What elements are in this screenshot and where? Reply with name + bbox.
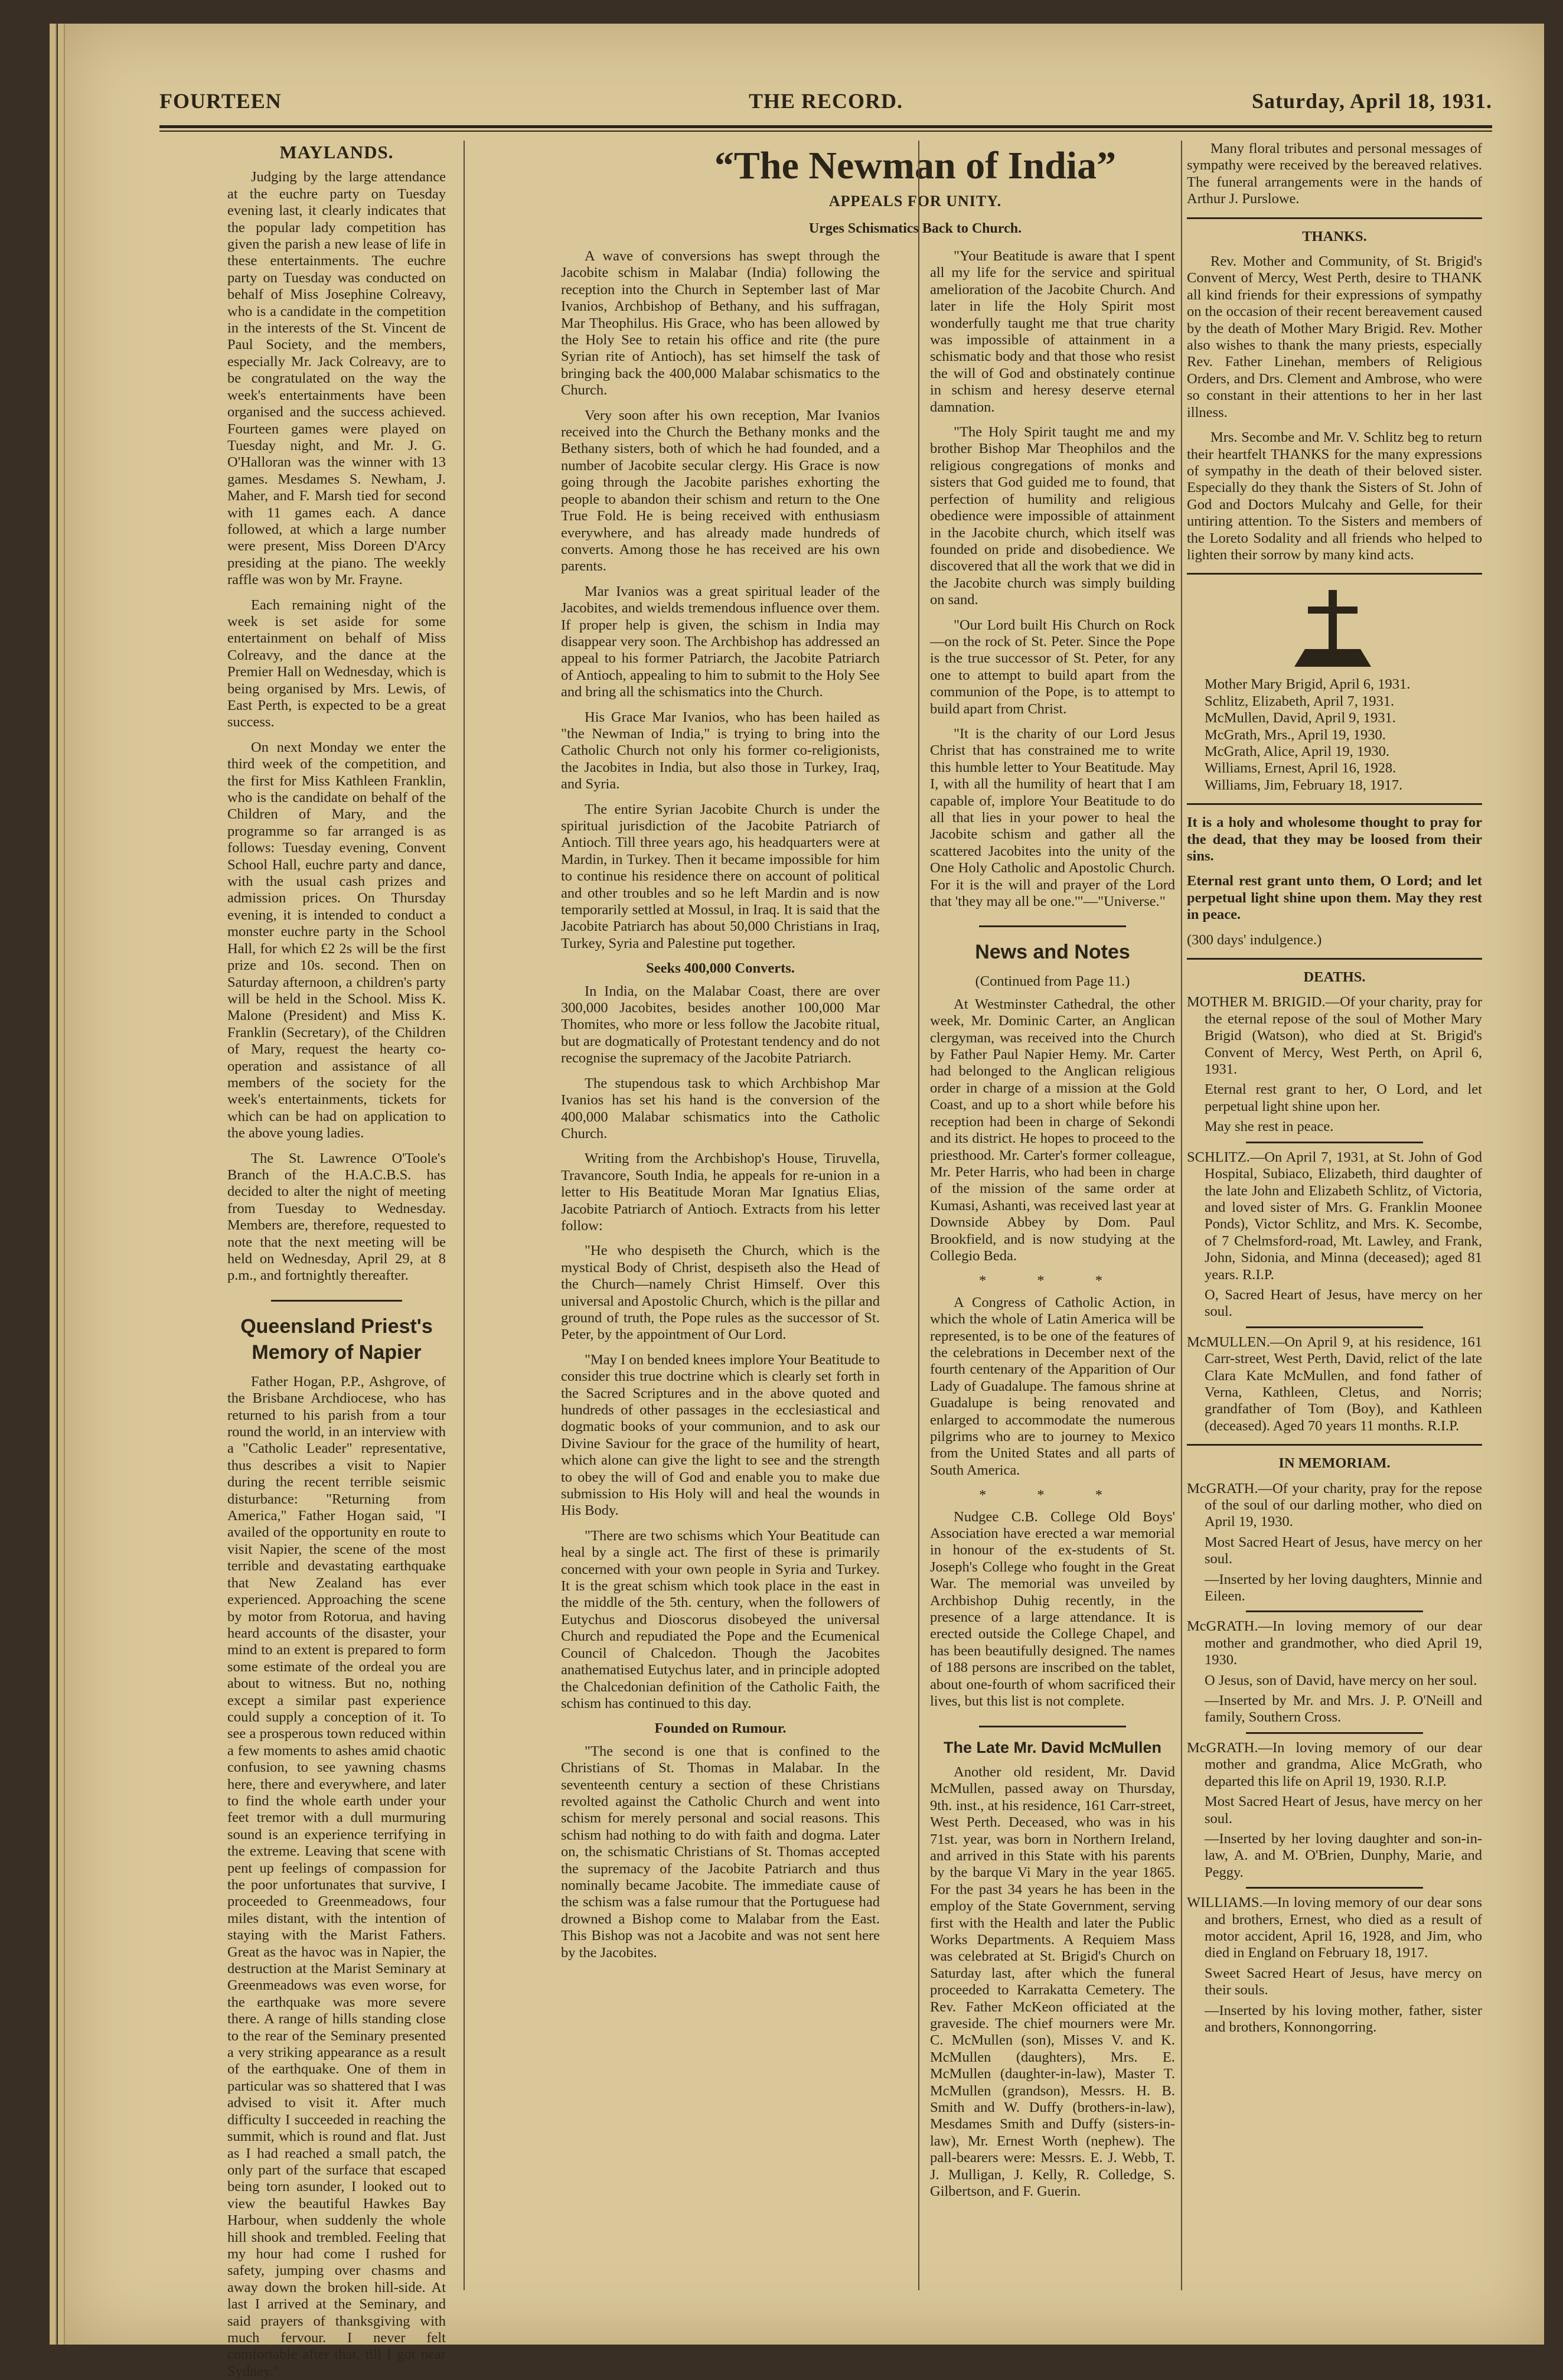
column-rule [464,141,465,2290]
mcmullen-paragraph: Another old resident, Mr. David McMullen, passed away on Thursday, 9th. inst., at his residence, 161 Carr-street, West Perth. Deceased, who was in his 71st. year, was born in Northern Ireland, and arrived in this State with his parents by the barque Vi Mary in the year 1865. For the past 34 years he has been in the employ of the State Government, serving first with the Health and later the Public Works Departments. A Requiem Mass was celebrated at St. Brigid's Church on Saturday last, after which the funeral proceeded to Karrakatta Cemetery. The Rev. Father McKeon officiated at the graveside. The chief mourners were Mr. C. McMullen (son), Misses V. and K. McMullen (daughters), Mrs. E. McMullen (daughter-in-law), Master T. McMullen (grandson), Messrs. H. B. Smith and W. Duffy (brothers-in-law), Mesdames Smith and Duffy (sisters-in-law), Mr. Ernest Worth (nephew). The pall-bearers were: Messrs. E. J. Webb, T. J. Mulligan, J. Kelly, R. Colledge, S. Gilbertson, and F. Guerin. [930,1763,1175,2200]
page-edge [50,24,57,2345]
memorial-roll [1187,676,1482,794]
founded-subhead: Founded on Rumour. [654,1720,787,1737]
notice-lead: McGRATH.—In loving memory of our dear mother and grandmother, who died April 19, 1930. [1187,1618,1482,1668]
seeks-subhead: Seeks 400,000 Converts. [646,960,795,977]
column-rule [918,141,919,2290]
death-notice [1187,1149,1482,1321]
newman-paragraph: In India, on the Malabar Coast, there are over 300,000 Jacobites, besides another 100,000 Mar Thomites, who more or less follow the Jacobite ritual, but are dogmatically of Protestant tendency and do not recognise the supremacy of the Jacobite Patriarch. [561,983,880,1067]
mcmullen-article [930,1764,1175,2200]
notice-line: Most Sacred Heart of Jesus, have mercy on her soul. [1205,1794,1482,1827]
prayer-text: Eternal rest grant unto them, O Lord; and let perpetual light shine upon them. May they rest in peace. [1187,873,1482,923]
running-head [159,89,1492,124]
divider [1187,217,1482,219]
notice-line: O, Sacred Heart of Jesus, have mercy on her soul. [1205,1286,1482,1320]
prayer-text: It is a holy and wholesome thought to pray for the dead, that they may be loosed from their sins. [1187,814,1482,864]
notice-line: Sweet Sacred Heart of Jesus, have mercy on their souls. [1205,1965,1482,1998]
maylands-paragraph: The St. Lawrence O'Toole's Branch of the H.A.C.B.S. has decided to alter the night of meeting from Tuesday to Wednesday. Members are, therefore, requested to note that the next meeting will be held on Wednesday, April 29, at 8 p.m., and fortnightly thereafter. [227,1150,446,1284]
newman-tagline: Urges Schismatics Back to Church. [808,221,1022,236]
publication-title: THE RECORD. [748,89,903,113]
notice-line: —Inserted by Mr. and Mrs. J. P. O'Neill and family, Southern Cross. [1205,1693,1482,1726]
newman-article-part [561,248,880,952]
memoriam-notice [1187,1481,1482,1605]
notice-lead: McGRATH.—In loving memory of our dear mother and grandma, Alice McGrath, who departed this life on April 19, 1930. R.I.P. [1187,1739,1482,1789]
memorial-roll-entry: McGrath, Alice, April 19, 1930. [1205,743,1390,759]
memoriam-notice [1187,1618,1482,1726]
column-rule [1181,141,1182,2290]
cross-icon [1187,584,1482,673]
thanks-paragraph: Rev. Mother and Community, of St. Brigid's Convent of Mercy, West Perth, desire to THANK all kind friends for their expressions of sympathy on the occasion of their recent bereavement caused by the death of Mother Mary Brigid. Rev. Mother also wishes to thank the many priests, especially Rev. Father Linehan, members of Religious Orders, and Drs. Clement and Ambrose, who were so constant in their attentions to her in her last illness. [1187,253,1482,420]
notice-line: —Inserted by her loving daughter and son-in-law, A. and M. O'Brien, Dunphy, Marie, and Peggy. [1205,1830,1482,1880]
newman-paragraph: The stupendous task to which Archbishop Mar Ivanios has set his hand is the conversion of the 400,000 Malabar schismatics into the Catholic Church. [561,1075,880,1142]
page-label: FOURTEEN [159,89,282,113]
thanks-heading: THANKS. [1302,228,1367,244]
notice-lead: McGRATH.—Of your charity, pray for the repose of the soul of our darling mother, who died on April 19, 1930. [1187,1480,1482,1530]
divider [271,1300,402,1302]
notice-lead: WILLIAMS.—In loving memory of our dear sons and brothers, Ernest, who died as a result of motor accident, April 16, 1928, and Jim, who died in England on February 18, 1917. [1187,1895,1482,1961]
news-item [930,1295,1175,1479]
news-item [930,996,1175,1265]
maylands-paragraph: Judging by the large attendance at the euchre party on Tuesday evening last, it clearly indicates that the popular lady competition has given the parish a new lease of life in these entertainments. The euchre party on Tuesday was conducted on behalf of Miss Josephine Colreavy, who is a candidate in the competition in the interests of the St. Vincent de Paul Society, and the members, especially Mr. Jack Colreavy, are to be congratulated on the way the week's entertainments have been organised and the success achieved. Fourteen games were played on Tuesday night, and Mr. J. G. O'Halloran was the winner with 13 games. Mesdames S. Newham, J. Maher, and F. Marsh tied for second with 11 games each. A dance followed, at which a large number were present, Miss Doreen D'Arcy presiding at the piano. The weekly raffle was won by Mr. Frayne. [227,169,446,588]
memorial-cross [1187,584,1482,673]
maylands-paragraph: On next Monday we enter the third week of the competition, and the first for Miss Kathleen Franklin, who is the candidate on behalf of the Children of Mary, and the programme so far arranged is as follows: Tuesday evening, Convent School Hall, euchre party and dance, with the usual cash prizes and admission prices. On Thursday evening, it is intended to conduct a monster euchre party in the School Hall, for which £2 2s will be the first prize and 10s. second. Then on Saturday afternoon, a children's party will be held in the School. Miss K. Malone (President) and Miss K. Franklin (Secretary), of the Children of Mary, request the hearty co-operation and assistance of all members of the society for the week's entertainments, tickets for which can be had on application to the above young ladies. [227,739,446,1142]
page-edge [58,24,65,2345]
newman-paragraph: "Our Lord built His Church on Rock—on the rock of St. Peter. Since the Pope is the true successor of St. Peter, for any one to attempt to build apart from the communion of the Pope, is to attempt to build apart from Christ. [930,617,1175,717]
notice-line: Eternal rest grant to her, O Lord, and let perpetual light shine upon her. [1205,1081,1482,1114]
death-notices [1187,994,1482,1434]
maylands-paragraph: Each remaining night of the week is set aside for some entertainment on behalf of Miss Colreavy, and the dance at the Premier Hall on Wednesday, which is being organised by Mrs. Lewis, of East Perth, is expected to be a great success. [227,596,446,731]
notice-lead: McMULLEN.—On April 9, at his residence, 161 Carr-street, West Perth, David, relict of the late Clara Kate McMullen, and fond father of Verna, Kathleen, Cletus, and Norris; grandfather of Tom (Boy), and Kathleen (deceased). Aged 70 years 11 months. R.I.P. [1187,1334,1482,1434]
newman-paragraph: "The Holy Spirit taught me and my brother Bishop Mar Theophilos and the religious congregations of monks and sisters that God guided me to found, that perfection of humility and religious obedience were impossible of attainment in the Jacobite church, which itself was founded on pride and disobedience. We discovered that all the work that we did in the Jacobite church was simply building on sand. [930,424,1175,608]
news-paragraph: A Congress of Catholic Action, in which the whole of Latin America will be represented, is to be one of the features of the celebrations in December next of the fourth centenary of the Apparition of Our Lady of Guadalupe. The famous shrine at Guadalupe is being renovated and enlarged to accommodate the numerous pilgrims who are to journey to Mexico from the United States and all parts of South America. [930,1294,1175,1478]
death-notice [1187,994,1482,1135]
memorial-roll-entry: Mother Mary Brigid, April 6, 1931. [1205,676,1411,693]
newman-paragraph: Mar Ivanios was a great spiritual leader of the Jacobites, and wields tremendous influence over them. If proper help is given, the schism in India may disappear very soon. The Archbishop has addressed an appeal to his former Patriarch, the Jacobite Patriarch of Antioch, appealing to him to submit to the Holy See and bring all the schismatics into the Church. [561,583,880,700]
news-paragraph: Nudgee C.B. College Old Boys' Association have erected a war memorial in honour of the ex-students of St. Joseph's College who fought in the Great War. The memorial was unveiled by Archbishop Duhig recently, in the presence of a large attendance. It is erected outside the College Chapel, and has been beautifully designed. The names of 188 persons are inscribed on the tablet, about one-fourth of whom sacrificed their lives, but this list is not complete. [930,1508,1175,1710]
divider [1187,803,1482,805]
mcmullen-heading: The Late Mr. David McMullen [943,1738,1162,1756]
separator-stars: * * * [979,1487,1126,1504]
notice-line: May she rest in peace. [1205,1119,1334,1135]
notice-line: —Inserted by her loving daughters, Minnie and Eileen. [1205,1571,1482,1605]
newman-article-part [561,1743,880,1961]
memorial-roll-entry: Williams, Ernest, April 16, 1928. [1205,760,1396,777]
newman-paragraph: His Grace Mar Ivanios, who has been hailed as "the Newman of India," is trying to bring into the Catholic Church not only his former co-religionists, the Jacobites in India, but also those in Turkey, Iraq, and Syria. [561,709,880,793]
newman-paragraph: "Your Beatitude is aware that I spent all my life for the service and spiritual amelioration of the Jacobite Church. And later in life the Holy Spirit most wonderfully taught me that true charity was impossible of attainment in a schismatic body and that those who resist the will of God and obstinately continue in schism and heresy deserve eternal damnation. [930,248,1175,415]
notice-line: Most Sacred Heart of Jesus, have mercy on her soul. [1205,1534,1482,1567]
newman-paragraph: "He who despiseth the Church, which is the mystical Body of Christ, despiseth also the Head of the Church—namely Christ Himself. Over this universal and Apostolic Church, which is the pillar and ground of truth, the Pope rules as the successor of St. Peter, by the appointment of Our Lord. [561,1243,880,1343]
divider [1246,1326,1423,1328]
divider [979,925,1126,927]
newman-paragraph: Writing from the Archbishop's House, Tiruvella, Travancore, South India, he appeals for re-union in a letter to His Beatitude Moran Mar Ignatius Elias, Jacobite Patriarch of Antioch. Extracts from his letter follow: [561,1150,880,1234]
queensland-paragraph: Father Hogan, P.P., Ashgrove, of the Brisbane Archdiocese, who has returned to his parish from a tour round the world, in an interview with a "Catholic Leader" representative, thus describes a visit to Napier during the recent terrible seismic disturbance: "Returning from America," Father Hogan said, "I availed of the opportunity en route to visit Napier, the scene of the most terrible and devastating earthquake that New Zealand has ever experienced. Approaching the scene by motor from Rotorua, and having heard accounts of the disaster, your mind to an extent is prepared to form some estimate of the ordeal you are about to witness. But no, nothing except a similar past experience could supply a conception of it. To see a prosperous town reduced within a few moments to ashes amid chaotic confusion, to see yawning chasms here, there and everywhere, and later to find the whole earth under your feet tremor with a dull murmuring sound is an experience terrifying in the extreme. Leaving that scene with pent up feelings of compassion for the poor unfortunates that survive, I proceeded to Greenmeadows, four miles distant, with the intention of staying with the Marist Fathers. Great as the havoc was in Napier, the destruction at the Marist Seminary at Greenmeadows was even worse, for the earthquake was more severe there. A range of hills standing close to the rear of the Seminary presented a very striking appearance as a result of the earthquake. One of them in particular was so shattered that I was advised to visit it. After much difficulty I succeeded in reaching the summit, which is round and flat. Just as I had reached a small patch, the only part of the surface that escaped being torn asunder, I looked out to view the beautiful Hawkes Bay Harbour, when suddenly the whole hill shook and trembled. Feeling that my hour had come I rushed for safety, jumping over chasms and away down the broken hill-side. At last I arrived at the Seminary, and said prayers of thanksgiving with much fervour. I never felt comfortable after that, till I got near Sydney." [227,1373,446,2379]
thanks-notices [1187,253,1482,563]
maylands-heading: MAYLANDS. [279,142,394,162]
memoriam-heading: IN MEMORIAM. [1278,1455,1391,1472]
newman-headline: “The Newman of India” [714,144,1117,187]
news-paragraph: At Westminster Cathedral, the other week, Mr. Dominic Carter, an Anglican clergyman, was received into the Church by Father Paul Napier Hemy. Mr. Carter had belonged to the Anglican religious order in charge of a mission at the Gold Coast, and up to a short while before his reception had been in charge of Sekondi and its district. He hopes to proceed to the priesthood. Mr. Carter's former colleague, Mr. Peter Harris, who had been in charge of the mission of the same order at Kumasi, Ashanti, was received last year at Downside Abbey by Dom. Paul Brookfield, and is now studying at the Collegio Beda. [930,996,1176,1264]
newman-paragraph: "It is the charity of our Lord Jesus Christ that has constrained me to write this humble letter to Your Beatitude. May I, with all the humility of heart that I am capable of, implore Your Beatitude to do all that lies in your power to heal the Jacobite schism and gather all the scattered Jacobites into the unity of the One Holy Catholic and Apostolic Church. For it is the will and prayer of the Lord that 'they may all be one.'"—"Universe." [930,725,1175,910]
divider [1246,1887,1423,1889]
divider [1187,573,1482,575]
death-notice [1187,1334,1482,1434]
newman-banner [655,141,1175,237]
memorial-roll-entry: McMullen, David, April 9, 1931. [1205,710,1396,726]
newman-paragraph: The entire Syrian Jacobite Church is under the spiritual jurisdiction of the Jacobite Patriarch of Antioch. Till three years ago, his headquarters were at Mardin, in Turkey. Then it became impossible for him to continue his residence there on account of political and other troubles and so he left Mardin and is now temporarily settled at Mossul, in Iraq. It is said that the Jacobite Patriarch has about 50,000 Christians in Iraq, Turkey, Syria and Palestine put together. [561,801,880,951]
queensland-heading: Queensland Priest's Memory of Napier [240,1315,433,1364]
memoriam-notice [1187,1895,1482,2036]
indulgence-note: (300 days' indulgence.) [1187,931,1322,948]
news-item [930,1509,1175,1710]
separator-stars: * * * [979,1273,1126,1289]
memorial-roll-entry: McGrath, Mrs., April 19, 1930. [1205,726,1386,743]
divider [1246,1610,1423,1612]
maylands-article [227,169,446,1284]
divider [1187,958,1482,960]
memoriam-notice [1187,1740,1482,1881]
column-2 [561,248,880,2291]
queensland-article [227,1374,446,2380]
memoriam-notices [1187,1481,1482,2036]
notice-lead: MOTHER M. BRIGID.—Of your charity, pray for the eternal repose of the soul of Mother Mary Brigid (Watson), who died at St. Brigid's Convent of Mercy, West Perth, on April 6, 1931. [1187,994,1482,1078]
notice-line: O Jesus, son of David, have mercy on her soul. [1205,1672,1477,1688]
memorial-roll-entry: Williams, Jim, February 18, 1917. [1205,777,1403,793]
mcmullen-paragraph: Many floral tributes and personal messages of sympathy were received by the bereaved relatives. The funeral arrangements were in the hands of Arthur J. Purslowe. [1187,141,1482,207]
newman-paragraph: "May I on bended knees implore Your Beatitude to consider this true doctrine which is clearly set forth in the Sacred Scriptures and in the above quoted and hundreds of other passages in the ecclesiastical and dogmatic books of your communion, and to ask our Divine Saviour for the grace of the humility of heart, which alone can give the light to see and the strength to obey the will of God and enable you to make due submission to His Holy will and heal the wounds in His Body. [561,1351,880,1519]
mcmullen-article-continued [1187,141,1482,208]
newman-paragraph: "There are two schisms which Your Beatitude can heal by a single act. The first of these is primarily concerned with your own people in Syria and Turkey. It is the great schism which took place in the east in the middle of the 5th. century, when the followers of Eutychus and Dioscorus disobeyed the universal Church and repudiated the Pope and the Ecumenical Council of Chalcedon. Though the Jacobites anathematised Eutychus later, and in principle adopted the Chalcedonian definition of the Catholic Faith, the schism has continued to this day. [561,1527,880,1711]
column-4 [1187,141,1482,2290]
memorial-roll-entry: Schlitz, Elizabeth, April 7, 1931. [1205,693,1395,709]
notice-lead: SCHLITZ.—On April 7, 1931, at St. John of God Hospital, Subiaco, Elizabeth, third daughter of the late John and Elizabeth Schlitz, of Victoria, and loved sister of Mrs. G. Franklin Moonee Ponds), Victor Schlitz, and Mrs. K. Secombe, of 7 Chelmsford-road, Mt. Lawley, and Frank, John, Sidonia, and Minna (deceased); aged 81 years. R.I.P. [1187,1149,1482,1283]
column-1 [227,141,446,2379]
newman-article-part [930,248,1175,910]
divider [979,1726,1126,1727]
divider [1246,1732,1423,1734]
deaths-heading: DEATHS. [1303,969,1366,986]
news-continued: (Continued from Page 11.) [975,973,1130,990]
column-3 [930,248,1175,2291]
newman-paragraph: "The second is one that is confined to the Christians of St. Thomas in Malabar. In the seventeenth century a section of these Christians revolted against the Catholic Church and went into schism for merely personal and social reasons. This schism had nothing to do with faith and dogma. Later on, the schismatic Christians of St. Thomas accepted the supremacy of the Jacobite Patriarch and thus nominally became Jacobite. The immediate cause of the schism was a false rumour that the Portuguese had drowned a Bishop come to Malabar from the East. This Bishop was not a Jacobite and was not sent here by the Jacobites. [561,1743,880,1961]
newman-subtitle: APPEALS FOR UNITY. [828,193,1002,210]
header-rule [159,125,1492,132]
newman-paragraph: A wave of conversions has swept through the Jacobite schism in Malabar (India) following the reception into the Church in September last of Mar Ivanios, Archbishop of Bethany, and his suffragan, Mar Theophilus. His Grace, who has been allowed by the Holy See to retain his office and rite (the pure Syrian rite of Antioch), has set himself the task of bringing back the 400,000 Malabar schismatics to the Church. [561,248,880,399]
notice-line: —Inserted by his loving mother, father, sister and brothers, Konnongorring. [1205,2002,1482,2035]
news-heading: News and Notes [975,941,1130,964]
divider [1187,1444,1482,1446]
newman-article-part [561,983,880,1713]
thanks-paragraph: Mrs. Secombe and Mr. V. Schlitz beg to return their heartfelt THANKS for the many expressions of sympathy in the death of their beloved sister. Especially do they thank the Sisters of St. John of God and Doctors Mulcahy and Gelle, for their untiring attention. To the Sisters and members of the Loreto Sodality and all friends who helped to lighten their sorrow by many kind acts. [1187,429,1482,563]
newman-paragraph: Very soon after his own reception, Mar Ivanios received into the Church the Bethany monks and the Bethany sisters, both of which he had founded, and a number of Jacobite secular clergy. His Grace is now going through the Jacobite parishes exhorting the people to abandon their schism and return to the One True Fold. He is being received with enthusiasm everywhere, and has already made hundreds of converts. Among those he has received are his own parents. [561,407,880,575]
issue-date: Saturday, April 18, 1931. [1251,89,1492,113]
divider [1246,1142,1423,1143]
